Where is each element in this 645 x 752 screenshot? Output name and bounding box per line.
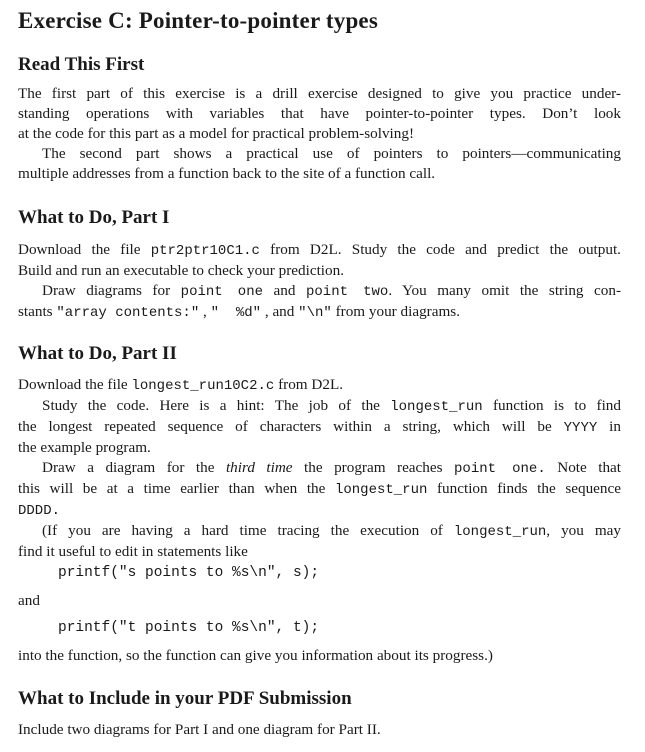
part1-line-3-a: Draw diagrams for: [42, 282, 181, 299]
part2-line-2-a: Study the code. Here is a hint: The job of the: [42, 397, 391, 414]
part2-paragraph: [18, 375, 621, 562]
part1-line-3: [18, 281, 621, 302]
part2-code-yyyy: YYYY: [563, 420, 598, 436]
part2-line-6-a: this will be at a time earlier than when the: [18, 480, 335, 497]
submission-text: Include two diagrams for Part I and one diagram for Part II.: [18, 721, 381, 738]
part2-line-8-a: (If you are having a hard time tracing the execution of: [42, 522, 454, 539]
part1-code-point-two: point two: [305, 284, 389, 300]
part2-line-4: the example program.: [18, 439, 151, 456]
part2-line-7: [18, 500, 621, 521]
part1-line-4-sep2: , and: [261, 303, 299, 320]
part1-line-3-c: . You many omit the string con-: [388, 282, 622, 299]
read-first-line-2: standing operations with variables that have pointer-to-pointer types. Don’t look: [18, 105, 621, 122]
code-sample-t: printf("t points to %s\n", t);: [58, 620, 320, 636]
part1-line-1-a: Download the file: [18, 241, 151, 258]
read-first-line-5: multiple addresses from a function back to the site of a function call.: [18, 165, 436, 182]
part2-line-9: find it useful to edit in statements like: [18, 543, 248, 560]
part2-code-point-one: point one.: [454, 461, 546, 477]
part1-code-newline: "\n": [298, 305, 332, 321]
part1-heading: What to Do, Part I: [18, 207, 170, 228]
submission-heading: What to Include in your PDF Submission: [18, 688, 352, 709]
part2-line-1-a: Download the file: [18, 376, 132, 393]
code-sample-s: printf("s points to %s\n", s);: [58, 565, 320, 581]
part2-line-2-b: function is to find: [482, 397, 621, 414]
part1-line-4: [18, 302, 621, 323]
part2-line-3-a: the longest repeated sequence of characters within a string, which will be: [18, 418, 564, 435]
part2-and: and: [18, 592, 40, 609]
part2-closing: into the function, so the function can give you information about its progress.): [18, 647, 493, 664]
part1-line-1: [18, 240, 621, 261]
page-title: Exercise C: Pointer-to-pointer types: [18, 8, 378, 33]
part2-code-longest-run-3: longest_run: [453, 524, 547, 540]
part2-line-8-b: , you may: [546, 522, 621, 539]
part2-code-dddd: DDDD.: [18, 503, 61, 519]
read-first-line-4-text: The second part shows a practical use of pointers to pointers—communicating: [42, 145, 621, 162]
part2-line-6: [18, 479, 621, 500]
part1-line-2: Build and run an executable to check your prediction.: [18, 262, 344, 279]
part2-line-6-b: function finds the sequence: [427, 480, 621, 497]
part2-line-3-b: in: [597, 418, 621, 435]
read-first-paragraph: [18, 84, 621, 184]
part2-line-2: [18, 396, 621, 417]
part1-line-1-b: from D2L. Study the code and predict the output.: [259, 241, 621, 258]
part2-code-longest-run-2: longest_run: [334, 482, 428, 498]
part2-code-longest-run: longest_run: [390, 399, 483, 415]
part1-line-3-b: and: [263, 282, 306, 299]
part1-paragraph: [18, 240, 621, 323]
part2-line-5-a: Draw a diagram for the: [42, 459, 226, 476]
read-first-line-1: The first part of this exercise is a drill exercise designed to give you practice under-: [18, 85, 621, 102]
part2-line-8: [18, 521, 621, 542]
part2-line-5-b: the program reaches: [292, 459, 455, 476]
part1-line-4-sep1: ,: [199, 303, 211, 320]
part2-filename: longest_run10C2.c: [131, 378, 275, 394]
read-first-line-3: at the code for this part as a model for practical problem-solving!: [18, 125, 415, 142]
part2-line-1: [18, 375, 621, 396]
part1-filename: ptr2ptr10C1.c: [150, 243, 260, 259]
part2-heading: What to Do, Part II: [18, 343, 177, 364]
part2-line-1-b: from D2L.: [274, 376, 344, 393]
part2-line-5: [18, 458, 621, 479]
part1-code-array-contents: "array contents:": [56, 305, 200, 321]
read-first-heading: Read This First: [18, 54, 145, 75]
part1-code-point-one: point one: [180, 284, 264, 300]
part1-line-4-b: from your diagrams.: [331, 303, 460, 320]
part2-line-5-c: Note that: [545, 459, 622, 476]
read-first-line-4: [18, 144, 621, 164]
part1-code-format-d: " %d": [210, 305, 262, 321]
part2-line-3: [18, 417, 621, 438]
part2-third-time: third time: [225, 459, 293, 476]
part1-line-4-a: stants: [18, 303, 57, 320]
